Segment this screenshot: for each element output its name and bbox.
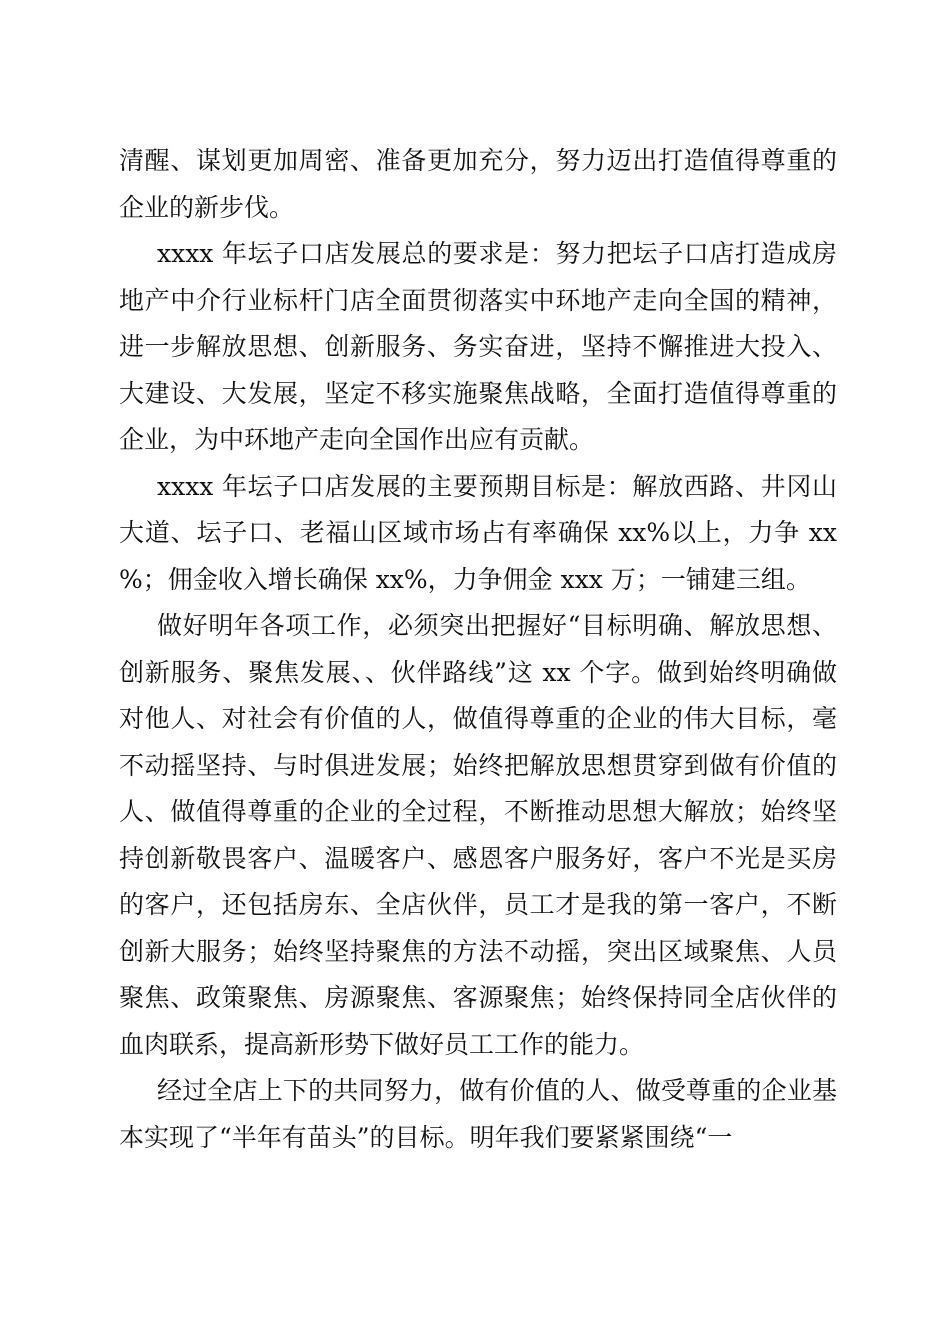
paragraph-key-work: 做好明年各项工作，必须突出把握好“目标明确、解放思想、创新服务、聚焦发展、、伙伴路线”这 xx 个字。做到始终明确做对他人、对社会有价值的人，做值得尊重的企业的伟大目标，毫不动摇坚持、与时俱进发展；始终把解放思想贯穿到做有价值的人、做值得尊重的企业的全过程，不断推动思想大解放；始终坚持创新敬畏客户、温暖客户、感恩客户服务好，客户不光是买房的客户，还包括房东、全店伙伴，员工才是我的第一客户，不断创新大服务；始终坚持聚焦的方法不动摇，突出区域聚焦、人员聚焦、政策聚焦、房源聚焦、客源聚焦；始终保持同全店伙伴的血肉联系，提高新形势下做好员工工作的能力。 [119, 611, 837, 1059]
paragraph-general-requirements: xxxx 年坛子口店发展总的要求是：努力把坛子口店打造成房地产中介行业标杆门店全面贯彻落实中环地产走向全国的精神，进一步解放思想、创新服务、务实奋进，坚持不懈推进大投入、大建设、大发展，坚定不移实施聚焦战略，全面打造值得尊重的企业，为中环地产走向全国作出应有贡献。 [119, 239, 837, 454]
paragraph-expected-targets: xxxx 年坛子口店发展的主要预期目标是：解放西路、井冈山大道、坛子口、老福山区域市场占有率确保 xx%以上，力争 xx%；佣金收入增长确保 xx%，力争佣金 xxx 万；一铺建三组。 [119, 471, 837, 594]
document-body [119, 138, 837, 1161]
paragraph-joint-efforts: 经过全店上下的共同努力，做有价值的人、做受尊重的企业基本实现了“半年有苗头”的目标。明年我们要紧紧围绕“一 [119, 1076, 837, 1152]
paragraph-continuation: 清醒、谋划更加周密、准备更加充分，努力迈出打造值得尊重的企业的新步伐。 [119, 146, 837, 222]
